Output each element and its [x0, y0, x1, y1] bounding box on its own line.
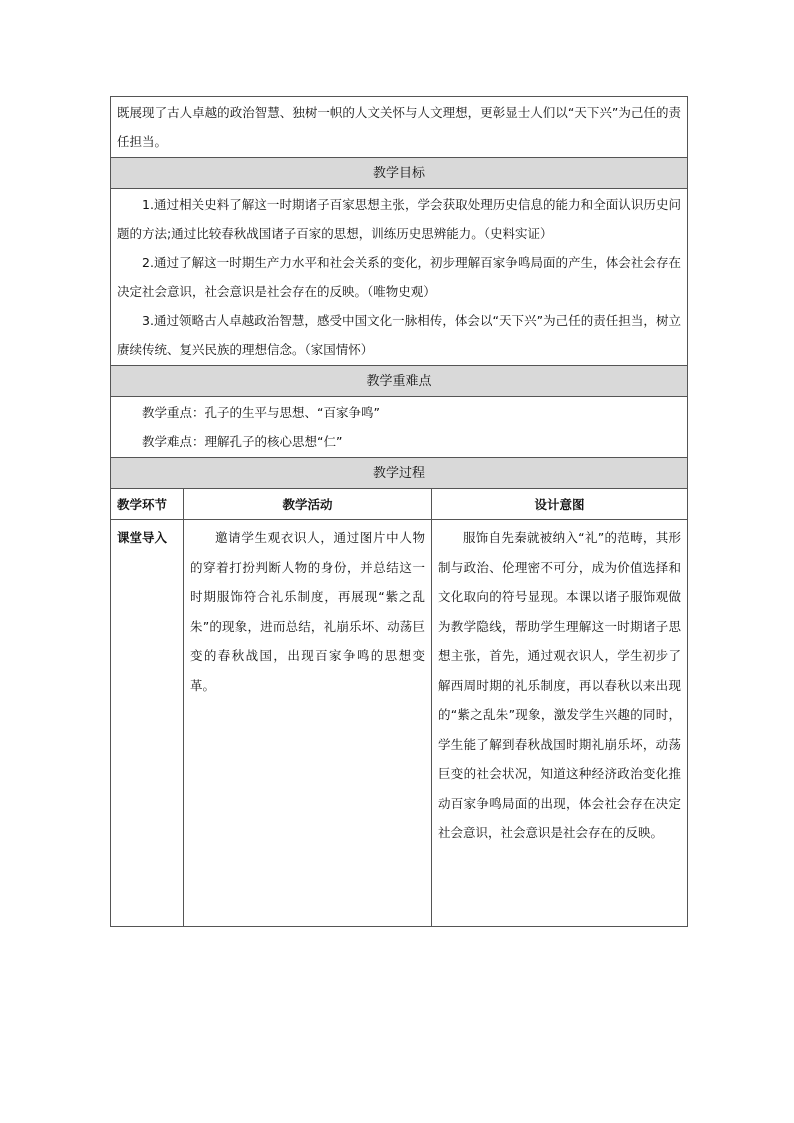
- objectives-heading: 教学目标: [111, 158, 687, 189]
- process-heading: 教学过程: [111, 458, 687, 489]
- activity-cell: 邀请学生观衣识人，通过图片中人物的穿着打扮判断人物的身份，并总结这一时期服饰符合礼乐制度，再展现“紫之乱朱”的现象，进而总结，礼崩乐坏、动荡巨变的春秋战国，出现百家争鸣的思想变革。: [184, 520, 432, 926]
- lesson-plan-table: [110, 96, 688, 927]
- column-header-activity: 教学活动: [184, 489, 432, 519]
- intro-section: [111, 97, 687, 158]
- objectives-section: [111, 189, 687, 366]
- keypoints-section: [111, 397, 687, 458]
- key-focus: 教学重点：孔子的生平与思想、“百家争鸣”: [142, 405, 380, 420]
- column-header-stage: 教学环节: [111, 489, 184, 519]
- intent-cell: 服饰自先秦就被纳入“礼”的范畴，其形制与政治、伦理密不可分，成为价值选择和文化取向的符号显现。本课以诸子服饰观做为教学隐线，帮助学生理解这一时期诸子思想主张，首先，通过观衣识人，学生初步了解西周时期的礼乐制度，再以春秋以来出现的“紫之乱朱”现象，激发学生兴趣的同时，学生能了解到春秋战国时期礼崩乐坏，动荡巨变的社会状况，知道这种经济政治变化推动百家争鸣局面的出现，体会社会存在决定社会意识，社会意识是社会存在的反映。: [438, 530, 681, 840]
- intro-text: 既展现了古人卓越的政治智慧、独树一帜的人文关怀与人文理想，更彰显士人们以“天下兴”为己任的责任担当。: [117, 105, 681, 149]
- objective-item-3: 3.通过领略古人卓越政治智慧，感受中国文化一脉相传，体会以“天下兴”为己任的责任担当，树立赓续传统、复兴民族的理想信念。（家国情怀）: [117, 313, 681, 357]
- objective-item-2: 2.通过了解这一时期生产力水平和社会关系的变化，初步理解百家争鸣局面的产生，体会社会存在决定社会意识，社会意识是社会存在的反映。（唯物史观）: [117, 255, 681, 299]
- key-difficulty: 教学难点：理解孔子的核心思想“仁”: [142, 434, 343, 449]
- stage-cell: 课堂导入: [111, 520, 184, 926]
- objective-item-1: 1.通过相关史料了解这一时期诸子百家思想主张，学会获取处理历史信息的能力和全面认识历史问题的方法;通过比较春秋战国诸子百家的思想，训练历史思辨能力。（史料实证）: [117, 197, 681, 241]
- column-header-intent: 设计意图: [534, 497, 585, 512]
- process-header-row: [111, 489, 687, 520]
- table-row: [111, 520, 687, 926]
- keypoints-heading: 教学重难点: [111, 366, 687, 397]
